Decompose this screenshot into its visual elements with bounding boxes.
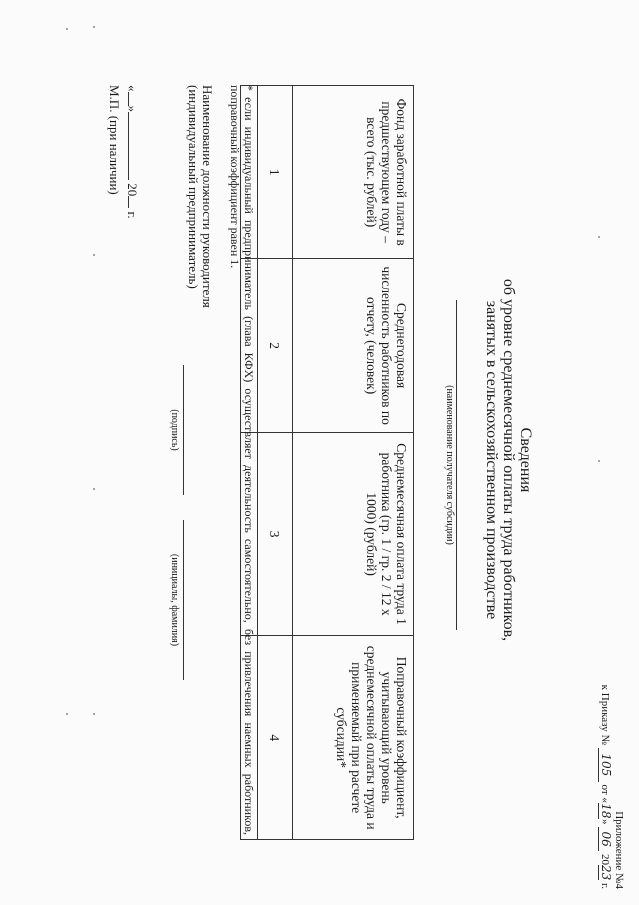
order-prefix: к Приказу № (599, 684, 611, 746)
order-year-prefix: 20 (599, 853, 611, 865)
name-caption: (инициалы, фамилия) (169, 553, 180, 647)
order-day: 18 (599, 803, 613, 819)
header-wage-fund: Фонд заработной платы в предшествующем году – всего (тыс. рублей) (293, 86, 414, 259)
scan-speck (93, 713, 95, 715)
date-month-blank (128, 112, 129, 180)
column-number-3: 3 (258, 432, 293, 636)
table-header-row (293, 86, 414, 840)
date-close-quote: » (125, 105, 140, 112)
position-title (186, 85, 214, 308)
date-suffix: г. (125, 211, 140, 219)
table-number-row (258, 86, 293, 840)
document-title (483, 150, 534, 770)
header-average-wage: Среднемесячная оплата труда 1 работника (гр. 1 / гр. 2 / 12 х 1000) (рублей) (293, 432, 414, 636)
position-line-1: Наименование должности руководителя (200, 85, 215, 308)
scan-speck (93, 254, 95, 256)
appendix-order-line: к Приказу № 105 от «18» 06 2023 г. (599, 684, 613, 889)
order-month: 06 (598, 827, 612, 851)
date-day-blank (128, 92, 129, 106)
signature-caption: (подпись) (169, 409, 180, 451)
appendix-title: Приложение №4 (613, 811, 625, 889)
date-line (125, 85, 139, 219)
order-suffix: г. (599, 882, 611, 889)
title-line-1: Сведения (517, 427, 534, 493)
date-open-quote: « (125, 85, 140, 92)
recipient-line (456, 300, 457, 630)
stamp-label: М.П. (при наличии) (107, 85, 122, 195)
appendix-header (598, 685, 625, 889)
name-line (183, 520, 184, 680)
scan-speck (66, 28, 68, 30)
title-line-2: об уровне среднемесячной оплаты труда работников, (500, 278, 517, 642)
date-year-prefix: 20 (125, 183, 140, 197)
footnote: * если индивидуальный предприниматель (глава КФХ) осуществляет деятельность самостоятельно, без привлечения наемных работников, поправочный коэффициент равен 1. (228, 85, 256, 835)
wage-table (240, 85, 414, 840)
order-year: 23 (599, 864, 613, 881)
signature-line (183, 365, 184, 495)
recipient-caption: (наименование получателя субсидии) (444, 385, 455, 545)
column-number-2: 2 (258, 259, 293, 432)
order-from: от « (599, 784, 611, 803)
position-line-2: (индивидуальный предприниматель) (186, 85, 201, 289)
column-number-1: 1 (258, 86, 293, 259)
header-correction-factor: Поправочный коэффициент, учитывающий уровень среднемесячной оплаты труда и применяемый при расчете субсидии* (293, 636, 414, 840)
date-year-blank (128, 196, 129, 208)
header-headcount: Среднегодовая численность работников по отчету, (человек) (293, 259, 414, 432)
scan-speck (93, 488, 95, 490)
scan-speck (66, 713, 68, 715)
column-number-4: 4 (258, 636, 293, 840)
order-number: 105 (598, 748, 612, 782)
title-line-3: занятых в сельскохозяйственном производстве (483, 300, 500, 620)
scan-speck (598, 236, 600, 238)
scan-speck (93, 26, 95, 28)
scan-speck (598, 460, 600, 462)
